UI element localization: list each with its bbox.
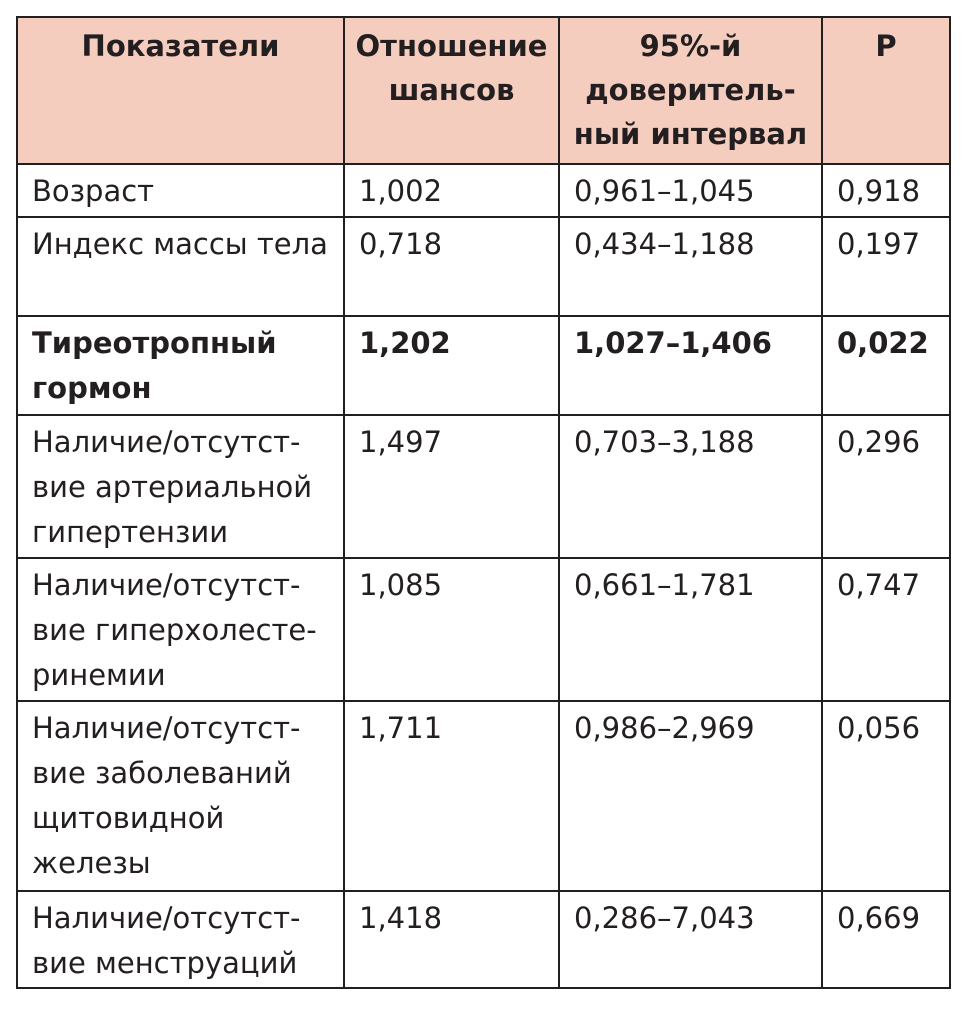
odds-ratio-cell: 1,418 — [344, 891, 559, 988]
odds-ratio-cell: 1,711 — [344, 701, 559, 891]
indicator-cell: Наличие/отсутствие заболеваний щитовидной железы — [17, 701, 344, 891]
table-row — [17, 701, 950, 891]
confidence-interval-cell: 0,986–2,969 — [559, 701, 822, 891]
header-p-value: Р — [822, 17, 950, 164]
table-row — [17, 164, 950, 217]
table-row — [17, 217, 950, 316]
header-indicators: Показатели — [17, 17, 344, 164]
indicator-cell: Наличие/отсутствие артериальной гипертензии — [17, 415, 344, 558]
table-row — [17, 891, 950, 988]
table-header-row — [17, 17, 950, 164]
p-value-cell: 0,056 — [822, 701, 950, 891]
confidence-interval-cell: 0,286–7,043 — [559, 891, 822, 988]
confidence-interval-cell: 0,703–3,188 — [559, 415, 822, 558]
indicator-cell: Индекс массы тела — [17, 217, 344, 316]
confidence-interval-cell: 0,661–1,781 — [559, 558, 822, 701]
p-value-cell: 0,747 — [822, 558, 950, 701]
p-value-cell: 0,197 — [822, 217, 950, 316]
confidence-interval-cell: 1,027–1,406 — [559, 316, 822, 415]
indicator-cell: Возраст — [17, 164, 344, 217]
confidence-interval-cell: 0,434–1,188 — [559, 217, 822, 316]
header-confidence-interval: 95%-й доверительный интервал — [559, 17, 822, 164]
table-row — [17, 415, 950, 558]
table-row-highlighted — [17, 316, 950, 415]
odds-ratio-cell: 1,202 — [344, 316, 559, 415]
confidence-interval-cell: 0,961–1,045 — [559, 164, 822, 217]
p-value-cell: 0,296 — [822, 415, 950, 558]
odds-ratio-cell: 1,085 — [344, 558, 559, 701]
odds-ratio-cell: 1,002 — [344, 164, 559, 217]
p-value-cell: 0,918 — [822, 164, 950, 217]
odds-ratio-cell: 0,718 — [344, 217, 559, 316]
odds-ratio-table — [16, 16, 951, 989]
odds-ratio-cell: 1,497 — [344, 415, 559, 558]
p-value-cell: 0,669 — [822, 891, 950, 988]
indicator-cell: Наличие/отсутствие менструаций — [17, 891, 344, 988]
header-odds-ratio: Отношение шансов — [344, 17, 559, 164]
table-row — [17, 558, 950, 701]
indicator-cell: Наличие/отсутствие гиперхолестеринемии — [17, 558, 344, 701]
indicator-cell: Тиреотропный гормон — [17, 316, 344, 415]
p-value-cell: 0,022 — [822, 316, 950, 415]
